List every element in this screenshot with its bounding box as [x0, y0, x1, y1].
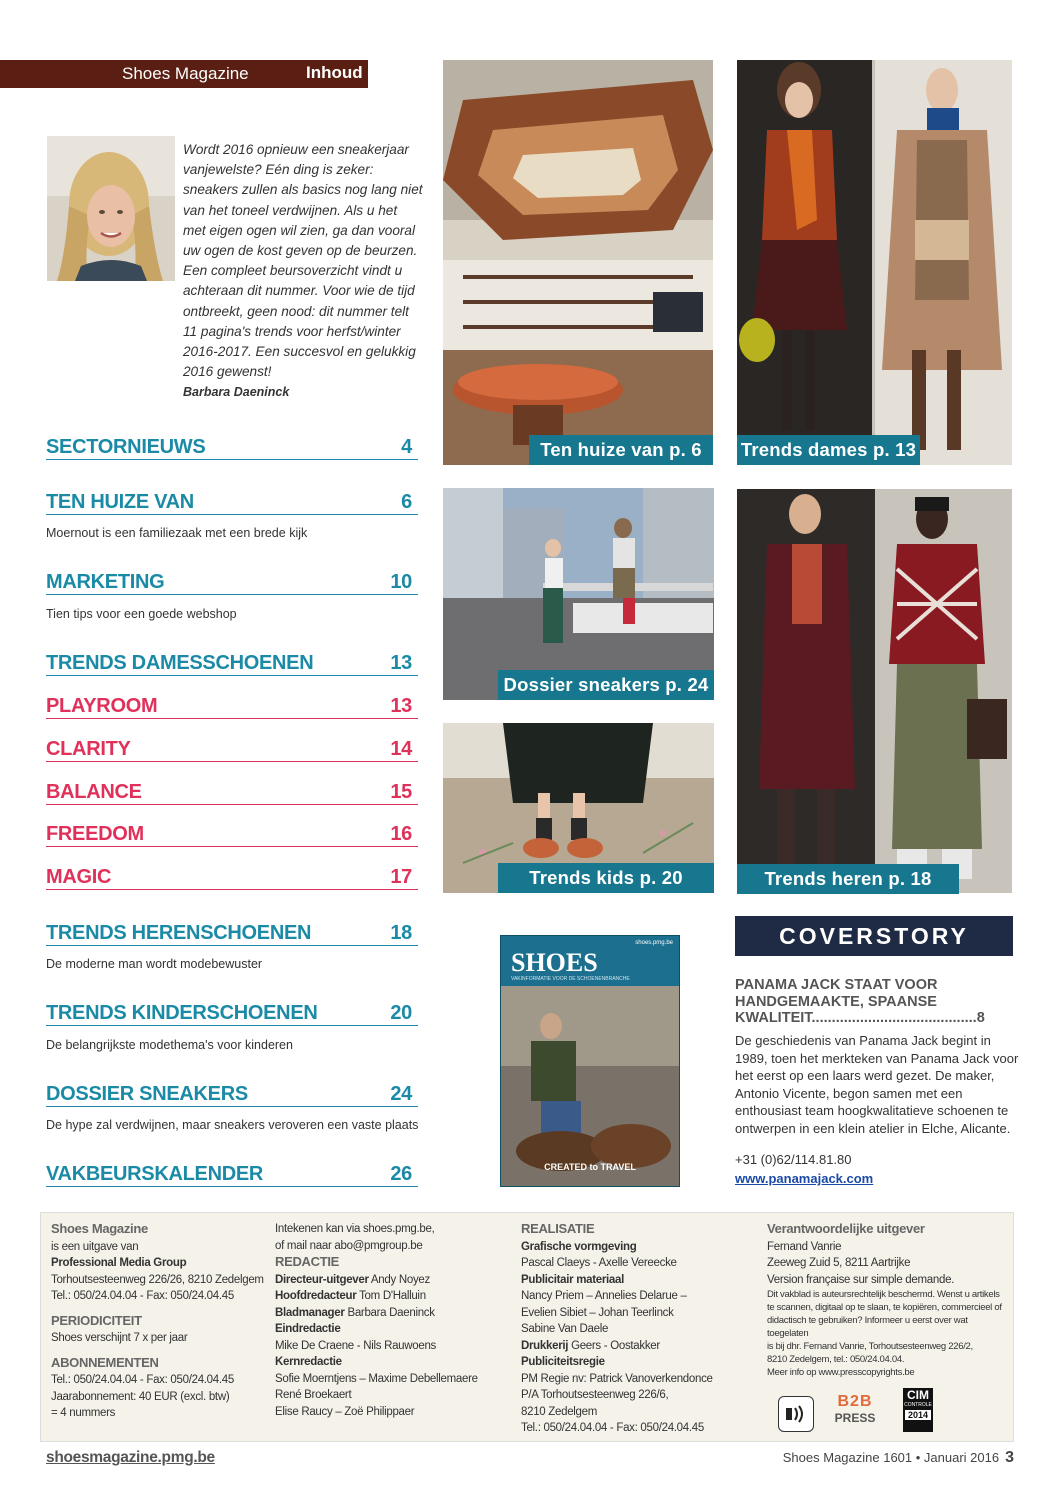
colophon-text: Evelien Sibiet – Johan Teerlinck: [521, 1306, 674, 1319]
colophon-column-4: [767, 1221, 1007, 1379]
caption-trends-dames[interactable]: Trends dames p. 13: [737, 435, 920, 465]
colophon-text: Version française sur simple demande.: [767, 1273, 955, 1286]
photo-trends-heren: [737, 489, 1012, 893]
caption-ten-huize-van[interactable]: Ten huize van p. 6: [529, 435, 713, 465]
magcover-subtitle: VAKINFORMATIE VOOR DE SCHOENENBRANCHE: [511, 976, 630, 982]
footer-website-link[interactable]: shoesmagazine.pmg.be: [46, 1449, 215, 1466]
colophon-text: Tel.: 050/24.04.04 - Fax: 050/24.04.45: [521, 1422, 704, 1434]
colophon-line: [275, 1272, 505, 1289]
press-logo-text: PRESS: [834, 1411, 876, 1425]
colophon-heading: ABONNEMENTEN: [51, 1354, 159, 1370]
colophon-line: [521, 1255, 756, 1272]
colophon-text: Torhoutsesteenweg 226/26, 8210 Zedelgem: [51, 1273, 264, 1286]
toc-page: 13: [390, 652, 412, 674]
colophon-line: [275, 1305, 505, 1322]
colophon-text: Tel.: 050/24.04.04 - Fax: 050/24.04.45: [51, 1374, 234, 1386]
colophon-line: [767, 1366, 1007, 1379]
colophon-line: [767, 1255, 1007, 1272]
toc-title: TRENDS KINDERSCHOENEN: [46, 1002, 318, 1024]
colophon: [40, 1212, 1014, 1442]
coverstory-phone: +31 (0)62/114.81.80: [735, 1152, 852, 1167]
toc-subtitle: Moernout is een familiezaak met een brede kijk: [46, 526, 308, 540]
toc-entry-trends-kinderschoenen[interactable]: [46, 999, 418, 1026]
toc-title: BALANCE: [46, 781, 142, 803]
toc-page: 16: [390, 823, 412, 845]
toc-title: PLAYROOM: [46, 695, 158, 717]
colophon-text: = 4 nummers: [51, 1407, 116, 1419]
colophon-label: Grafische vormgeving: [521, 1240, 637, 1253]
colophon-line: [767, 1288, 1007, 1301]
coverstory-heading: COVERSTORY: [735, 916, 1013, 956]
footer-issue-info: [783, 1449, 1014, 1467]
section-header-bar: [0, 60, 368, 88]
colophon-label: Eindredactie: [275, 1323, 341, 1335]
colophon-line: [767, 1301, 1007, 1314]
toc-page: 24: [390, 1083, 412, 1105]
toc-page: 14: [390, 738, 412, 760]
colophon-line: [767, 1353, 1007, 1366]
colophon-line: [51, 1355, 266, 1373]
page-number: 3: [1005, 1449, 1014, 1466]
cim-logo: [903, 1388, 933, 1432]
photo-store-interior: [443, 60, 713, 465]
colophon-text: Intekenen kan via shoes.pmg.be,: [275, 1223, 435, 1235]
colophon-column-3: [521, 1221, 756, 1437]
colophon-text: Geers - Oostakker: [568, 1339, 660, 1352]
colophon-line: [51, 1272, 266, 1289]
magcover-tagline: CREATED to TRAVEL: [544, 1162, 636, 1172]
toc-title: MAGIC: [46, 866, 112, 888]
colophon-small-text: Dit vakblad is auteursrechtelijk beschermd. Wenst u artikels: [767, 1289, 1000, 1300]
colophon-text: Tel.: 050/24.04.04 - Fax: 050/24.04.45: [51, 1290, 234, 1302]
cim-year-text: 2014: [905, 1410, 931, 1420]
toc-page: 6: [401, 491, 412, 513]
toc-entry-playroom[interactable]: [46, 692, 418, 719]
colophon-text: Fernand Vanrie: [767, 1240, 842, 1253]
magcover-title: SHOES: [511, 948, 598, 977]
colophon-line: [275, 1354, 505, 1371]
colophon-line: [51, 1288, 266, 1305]
colophon-line: [51, 1347, 266, 1355]
colophon-text: P/A Torhoutsesteenweg 226/6,: [521, 1389, 669, 1401]
toc-title: FREEDOM: [46, 823, 144, 845]
colophon-line: [275, 1238, 505, 1255]
colophon-line: [521, 1221, 756, 1239]
colophon-text: Zeeweg Zuid 5, 8211 Aartrijke: [767, 1257, 911, 1269]
toc-title: MARKETING: [46, 571, 165, 593]
colophon-line: [521, 1288, 756, 1305]
b2b-logo-text: B2B: [837, 1393, 873, 1410]
toc-entry-clarity[interactable]: [46, 735, 418, 762]
toc-entry-trends-herenschoenen[interactable]: [46, 919, 418, 946]
intro-text: Wordt 2016 opnieuw een sneakerjaar vanjewelste? Eén ding is zeker: sneakers zullen als basics nog lang niet van het toneel verdwijnen. Als u het met eigen ogen wil zien, ga dan vooral uw ogen de kost geven op de beurzen. Een compleet beursoverzicht vindt u achteraan dit nummer. Voor wie de tijd ontbreekt, geen nood: dit nummer telt 11 pagina's trends voor herfst/winter 2016-2017. Een succesvol en gelukkig 2016 gewenst!: [183, 142, 423, 380]
caption-trends-kids[interactable]: Trends kids p. 20: [498, 863, 714, 893]
colophon-text: is een uitgave van: [51, 1240, 139, 1253]
coverstory-title[interactable]: PANAMA JACK STAAT VOOR HANDGEMAAKTE, SPAANSE KWALITEIT.........................................8: [735, 977, 985, 1026]
toc-page: 18: [390, 922, 412, 944]
colophon-line: [767, 1314, 1007, 1340]
toc-page: 4: [401, 436, 412, 458]
colophon-text: 8210 Zedelgem: [521, 1405, 598, 1418]
colophon-small-text: 8210 Zedelgem, tel.: 050/24.04.04.: [767, 1354, 905, 1365]
toc-entry-freedom[interactable]: [46, 820, 418, 847]
cim-logo-text: CIM: [907, 1388, 929, 1402]
toc-entry-magic[interactable]: [46, 863, 418, 890]
colophon-line: [51, 1389, 266, 1406]
toc-title: TEN HUIZE VAN: [46, 491, 194, 513]
colophon-label: Drukkerij: [521, 1339, 569, 1352]
toc-entry-balance[interactable]: [46, 778, 418, 805]
colophon-heading: Shoes Magazine: [51, 1221, 148, 1236]
colophon-line: [51, 1239, 266, 1256]
toc-entry-vakbeurskalender[interactable]: [46, 1160, 418, 1187]
colophon-line: [275, 1404, 505, 1421]
colophon-text: Barbara Daeninck: [344, 1306, 435, 1319]
colophon-heading: PERIODICITEIT: [51, 1312, 142, 1328]
colophon-line: [275, 1371, 505, 1388]
colophon-line: [51, 1372, 266, 1389]
toc-subtitle: De moderne man wordt modebewuster: [46, 957, 263, 971]
colophon-line: [521, 1272, 756, 1289]
colophon-line: [275, 1254, 505, 1272]
coverstory-text: De geschiedenis van Panama Jack begint in 1989, toen het merkteken van Panama Jack voor het eerst op een laars werd gezet. De maker, Antonio Vicente, begon samen met een enthousiast team hoogkwalitatieve schoenen te ontwerpen in een klein atelier in Elche, Alicante.: [735, 1033, 1019, 1136]
colophon-line: [521, 1305, 756, 1322]
toc-title: TRENDS HERENSCHOENEN: [46, 922, 312, 944]
toc-title: VAKBEURSKALENDER: [46, 1163, 264, 1185]
toc-title: SECTORNIEUWS: [46, 436, 206, 458]
colophon-text: Jaarabonnement: 40 EUR (excl. btw): [51, 1390, 230, 1403]
toc-title: CLARITY: [46, 738, 131, 760]
colophon-line: [767, 1272, 1007, 1289]
colophon-text: René Broekaert: [275, 1389, 352, 1401]
colophon-label: Professional Media Group: [51, 1257, 187, 1269]
colophon-line: [51, 1255, 266, 1272]
toc-entry-dossier-sneakers[interactable]: [46, 1080, 418, 1107]
colophon-small-text: didactisch te gebruiken? Informeer u eerst over wat toegelaten: [767, 1315, 968, 1339]
colophon-line: [51, 1313, 266, 1331]
colophon-heading: Verantwoordelijke uitgever: [767, 1221, 925, 1236]
colophon-text: Tom D'Halluin: [356, 1290, 426, 1302]
toc-entry-sectornieuws[interactable]: [46, 433, 418, 460]
colophon-text: Elise Raucy – Zoë Philippaer: [275, 1405, 415, 1418]
magcover-url: shoes.pmg.be: [635, 940, 673, 946]
colophon-column-1: [51, 1221, 266, 1422]
colophon-line: [275, 1221, 505, 1238]
colophon-line: [521, 1371, 756, 1388]
cim-controle-text: CONTROLE: [904, 1402, 932, 1408]
photo-dossier-sneakers: [443, 488, 714, 700]
toc-entry-trends-damesschoenen[interactable]: [46, 649, 418, 676]
toc-subtitle: De belangrijkste modethema's voor kinderen: [46, 1038, 293, 1052]
coverstory-link[interactable]: www.panamajack.com: [735, 1171, 874, 1186]
colophon-text: Mike De Craene - Nils Rauwoens: [275, 1339, 437, 1352]
toc-page: 17: [390, 866, 412, 888]
colophon-label: Publicitair materiaal: [521, 1273, 624, 1286]
colophon-text: Andy Noyez: [368, 1273, 430, 1286]
colophon-line: [767, 1239, 1007, 1256]
colophon-label: Bladmanager: [275, 1306, 345, 1319]
colophon-text: Nancy Priem – Annelies Delarue –: [521, 1290, 687, 1302]
colophon-text: Sofie Moerntjens – Maxime Debellemaere: [275, 1372, 478, 1385]
intro-signature: Barbara Daeninck: [183, 385, 290, 400]
toc-title: DOSSIER SNEAKERS: [46, 1083, 248, 1105]
colophon-line: [51, 1405, 266, 1422]
b2b-press-logo: [831, 1393, 879, 1431]
toc-entry-marketing[interactable]: [46, 568, 418, 595]
colophon-text: Pascal Claeys - Axelle Vereecke: [521, 1257, 677, 1269]
colophon-heading: REALISATIE: [521, 1221, 595, 1236]
colophon-label: Kernredactie: [275, 1356, 342, 1368]
colophon-line: [767, 1340, 1007, 1353]
toc-page: 26: [390, 1163, 412, 1185]
photo-trends-dames: [737, 60, 1012, 465]
toc-entry-ten-huize-van[interactable]: [46, 488, 418, 515]
colophon-line: [521, 1404, 756, 1421]
toc-page: 15: [390, 781, 412, 803]
colophon-line: [767, 1221, 1007, 1239]
colophon-small-text: Meer info op www.presscopyrights.be: [767, 1367, 915, 1378]
colophon-small-text: is bij dhr. Fernand Vanrie, Torhoutsesteenweg 226/2,: [767, 1341, 973, 1352]
colophon-line: [275, 1387, 505, 1404]
colophon-line: [521, 1387, 756, 1404]
colophon-text: PM Regie nv: Patrick Vanoverkendonce: [521, 1372, 713, 1385]
colophon-line: [521, 1420, 756, 1437]
colophon-text: of mail naar abo@pmgroup.be: [275, 1239, 423, 1252]
colophon-line: [275, 1338, 505, 1355]
toc-subtitle: De hype zal verdwijnen, maar sneakers veroveren een vaste plaats: [46, 1118, 419, 1132]
magazine-name: Shoes Magazine: [122, 64, 249, 83]
caption-dossier-sneakers[interactable]: Dossier sneakers p. 24: [498, 670, 714, 700]
colophon-line: [521, 1321, 756, 1338]
colophon-line: [521, 1354, 756, 1371]
footer-issue-text: Shoes Magazine 1601 • Januari 2016: [782, 1450, 1000, 1465]
section-title: Inhoud: [306, 63, 363, 82]
toc-page: 10: [390, 571, 412, 593]
toc-page: 20: [390, 1002, 412, 1024]
toc-title: TRENDS DAMESSCHOENEN: [46, 652, 314, 674]
colophon-text: Sabine Van Daele: [521, 1323, 609, 1335]
colophon-line: [51, 1221, 266, 1239]
colophon-line: [51, 1330, 266, 1347]
colophon-line: [521, 1338, 756, 1355]
toc-page: 13: [390, 695, 412, 717]
press-reader-logo-icon: [778, 1396, 814, 1432]
colophon-heading: REDACTIE: [275, 1254, 340, 1269]
colophon-label: Directeur-uitgever: [275, 1273, 369, 1286]
colophon-line: [51, 1305, 266, 1313]
colophon-small-text: te scannen, digitaal op te slaan, te kopiëren, commercieel of: [767, 1302, 1002, 1313]
colophon-line: [275, 1288, 505, 1305]
caption-trends-heren[interactable]: Trends heren p. 18: [737, 864, 959, 894]
colophon-label: Publiciteitsregie: [521, 1356, 605, 1368]
editor-portrait: [47, 136, 175, 281]
magazine-cover-thumbnail[interactable]: [500, 935, 680, 1187]
colophon-line: [521, 1239, 756, 1256]
colophon-line: [275, 1321, 505, 1338]
colophon-column-2: [275, 1221, 505, 1420]
colophon-text: Shoes verschijnt 7 x per jaar: [51, 1332, 188, 1344]
editorial-intro: [183, 140, 423, 403]
colophon-label: Hoofdredacteur: [275, 1290, 357, 1302]
toc-subtitle: Tien tips voor een goede webshop: [46, 607, 237, 621]
